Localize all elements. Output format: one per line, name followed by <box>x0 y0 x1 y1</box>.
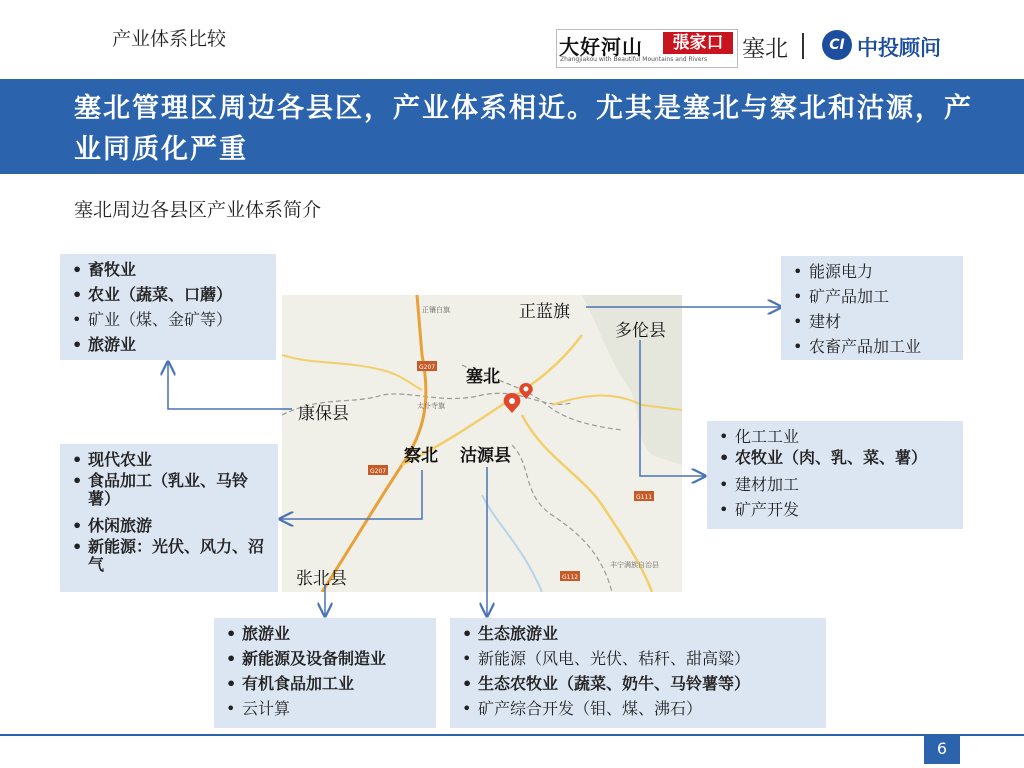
box-item: • 建材加工 <box>719 472 957 497</box>
box-chabei <box>60 444 278 592</box>
box-item: • 食品加工（乳业、马铃薯） <box>72 472 272 508</box>
arrow-kangbao <box>168 362 292 409</box>
box-item: • 旅游业 <box>72 332 270 357</box>
place-label-zhangbei: 张北县 <box>296 569 347 589</box>
place-label-chabei: 察北 <box>404 446 438 466</box>
company-logo-name: 中投顾问 <box>857 36 941 60</box>
box-zhangbei <box>214 618 436 728</box>
page-number: 6 <box>924 734 960 764</box>
footer-rule <box>0 734 1024 736</box>
tourism-logo-red: 張家口 <box>663 32 733 54</box>
map-route-label-f: G111 <box>636 494 653 501</box>
box-item: • 有机食品加工业 <box>226 671 430 696</box>
place-label-saibei: 塞北 <box>466 367 500 387</box>
slide-subtitle: 塞北周边各县区产业体系简介 <box>74 199 322 221</box>
box-guyuan <box>450 618 826 728</box>
region-label: 塞北 <box>742 36 788 62</box>
box-duolun <box>707 421 963 529</box>
box-zhenglan <box>781 256 963 360</box>
map-small-label-b: 太仆寺旗 <box>417 402 445 410</box>
arrow-duolun <box>640 340 705 476</box>
box-item: • 新能源（风电、光伏、秸秆、甜高粱） <box>462 646 820 671</box>
slide-title: 塞北管理区周边各县区，产业体系相近。尤其是塞北与察北和沽源，产业同质化严重 <box>74 93 973 165</box>
box-item: • 农业（蔬菜、口蘑） <box>72 282 270 307</box>
place-label-duolun: 多伦县 <box>615 321 666 341</box>
box-kangbao <box>60 254 276 360</box>
map-route-label-e: G207 <box>370 468 387 475</box>
box-item: • 休闲旅游 <box>72 513 272 538</box>
place-label-guyuan: 沽源县 <box>460 446 511 466</box>
company-logo-icon: CI <box>822 30 852 60</box>
box-item: • 现代农业 <box>72 447 272 472</box>
place-label-kangbao: 康保县 <box>298 404 349 424</box>
box-item: • 能源电力 <box>793 259 957 284</box>
map-small-label-c: 丰宁满族自治县 <box>610 561 659 569</box>
tourism-logo-main: 大好河山 <box>559 35 643 59</box>
map-route-label-g: G112 <box>562 574 579 581</box>
arrow-chabei <box>280 470 422 519</box>
box-item: • 生态旅游业 <box>462 621 820 646</box>
box-item: • 新能源及设备制造业 <box>226 646 430 671</box>
box-item: • 云计算 <box>226 696 430 721</box>
box-item: • 旅游业 <box>226 621 430 646</box>
box-item: • 农牧业（肉、乳、菜、薯） <box>719 449 957 467</box>
box-item: • 新能源：光伏、风力、沼气 <box>72 538 272 574</box>
box-item: • 矿产开发 <box>719 497 957 522</box>
map-route-label-d: G207 <box>419 364 436 371</box>
map-small-label-a: 正镶白旗 <box>422 306 450 314</box>
box-item: • 化工工业 <box>719 424 957 449</box>
box-item: • 畜牧业 <box>72 257 270 282</box>
tourism-logo-sub: Zhangjiakou with Beautiful Mountains and Rivers <box>560 56 708 63</box>
box-item: • 矿业（煤、金矿等） <box>72 307 270 332</box>
box-item: • 矿产综合开发（钼、煤、沸石） <box>462 696 820 721</box>
box-item: • 建材 <box>793 309 957 334</box>
box-item: • 矿产品加工 <box>793 284 957 309</box>
box-item: • 农畜产品加工业 <box>793 334 957 359</box>
section-label: 产业体系比较 <box>112 28 227 50</box>
place-label-zhenglan: 正蓝旗 <box>519 302 570 322</box>
box-item: • 生态农牧业（蔬菜、奶牛、马铃薯等） <box>462 671 820 696</box>
